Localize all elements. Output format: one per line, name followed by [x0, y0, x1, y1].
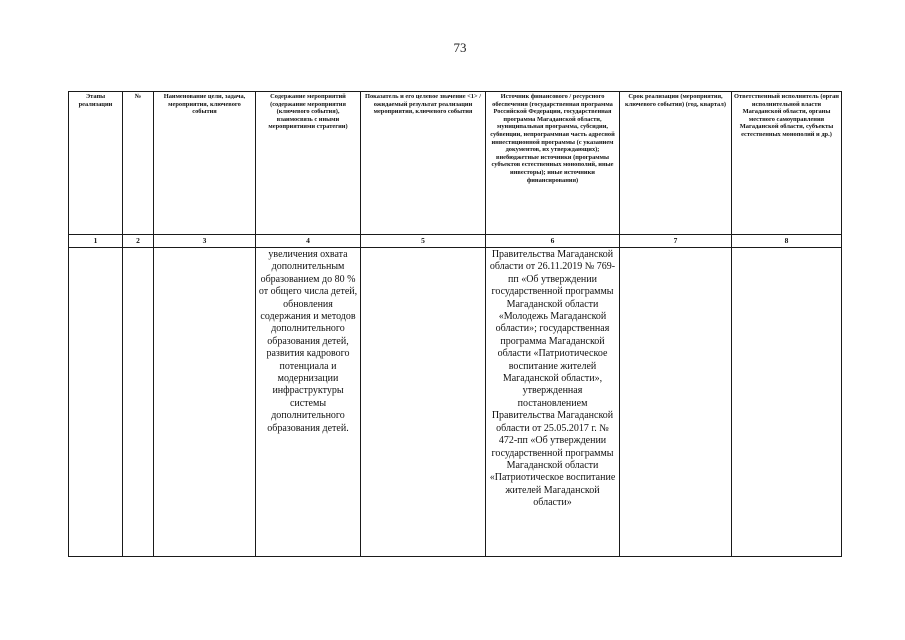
header-responsible-executor: Ответственный исполнитель (орган исполнительной власти Магаданской области, органы местного самоуправления Магаданской области, субъекты естественных монополий и др.) — [732, 92, 842, 235]
cell-activity-content: увеличения охвата дополнительным образованием до 80 % от общего числа детей, обновления содержания и методов дополнительного образования детей, развития кадрового потенциала и модернизации инфраструктуры системы дополнительного образования детей. — [256, 248, 361, 557]
column-number: 4 — [256, 235, 361, 248]
column-number: 8 — [732, 235, 842, 248]
column-number: 1 — [69, 235, 123, 248]
cell-funding-source: Правительства Магаданской области от 26.11.2019 № 769-пп «Об утверждении государственной программы Магаданской области «Молодежь Магаданской области»; государственная программа Магаданской области «Патриотическое воспитание жителей Магаданской области», утвержденная постановлением Правительства Магаданской области от 25.05.2017 г. № 472-пп «Об утверждении государственной программы Магаданской области «Патриотическое воспитание жителей Магаданской области» — [486, 248, 620, 557]
column-number: 3 — [154, 235, 256, 248]
cell-implementation-period — [620, 248, 732, 557]
column-number-row — [69, 235, 842, 248]
column-number: 6 — [486, 235, 620, 248]
cell-responsible-executor — [732, 248, 842, 557]
table-row — [69, 248, 842, 557]
header-activity-content: Содержание мероприятий (содержание мероприятия (ключевого события), взаимосвязь с иными мероприятиями стратегии) — [256, 92, 361, 235]
header-row — [69, 92, 842, 235]
header-stages: Этапы реализации — [69, 92, 123, 235]
column-number: 2 — [123, 235, 154, 248]
header-number: № — [123, 92, 154, 235]
cell-stages — [69, 248, 123, 557]
cell-indicator — [361, 248, 486, 557]
column-number: 5 — [361, 235, 486, 248]
column-number: 7 — [620, 235, 732, 248]
activity-plan-table — [68, 91, 842, 557]
header-goal-name: Наименование цели, задача, мероприятия, ключевого события — [154, 92, 256, 235]
header-implementation-period: Срок реализации (мероприятия, ключевого события) (год, квартал) — [620, 92, 732, 235]
cell-goal-name — [154, 248, 256, 557]
page-number: 73 — [453, 40, 467, 55]
cell-number — [123, 248, 154, 557]
header-funding-source: Источник финансового / ресурсного обеспечения (государственная программа Российской Федерации, государственная программа Магаданской области, муниципальная программа, субсидии, субвенции, непрограммная часть адресной инвестиционной программы (с указанием документов, их утверждающих); внебюджетные источники (программы субъектов естественных монополий, иные инвесторы); иные источники финансирования) — [486, 92, 620, 235]
header-indicator: Показатель и его целевое значение <1> /ожидаемый результат реализации мероприятия, ключевого события — [361, 92, 486, 235]
